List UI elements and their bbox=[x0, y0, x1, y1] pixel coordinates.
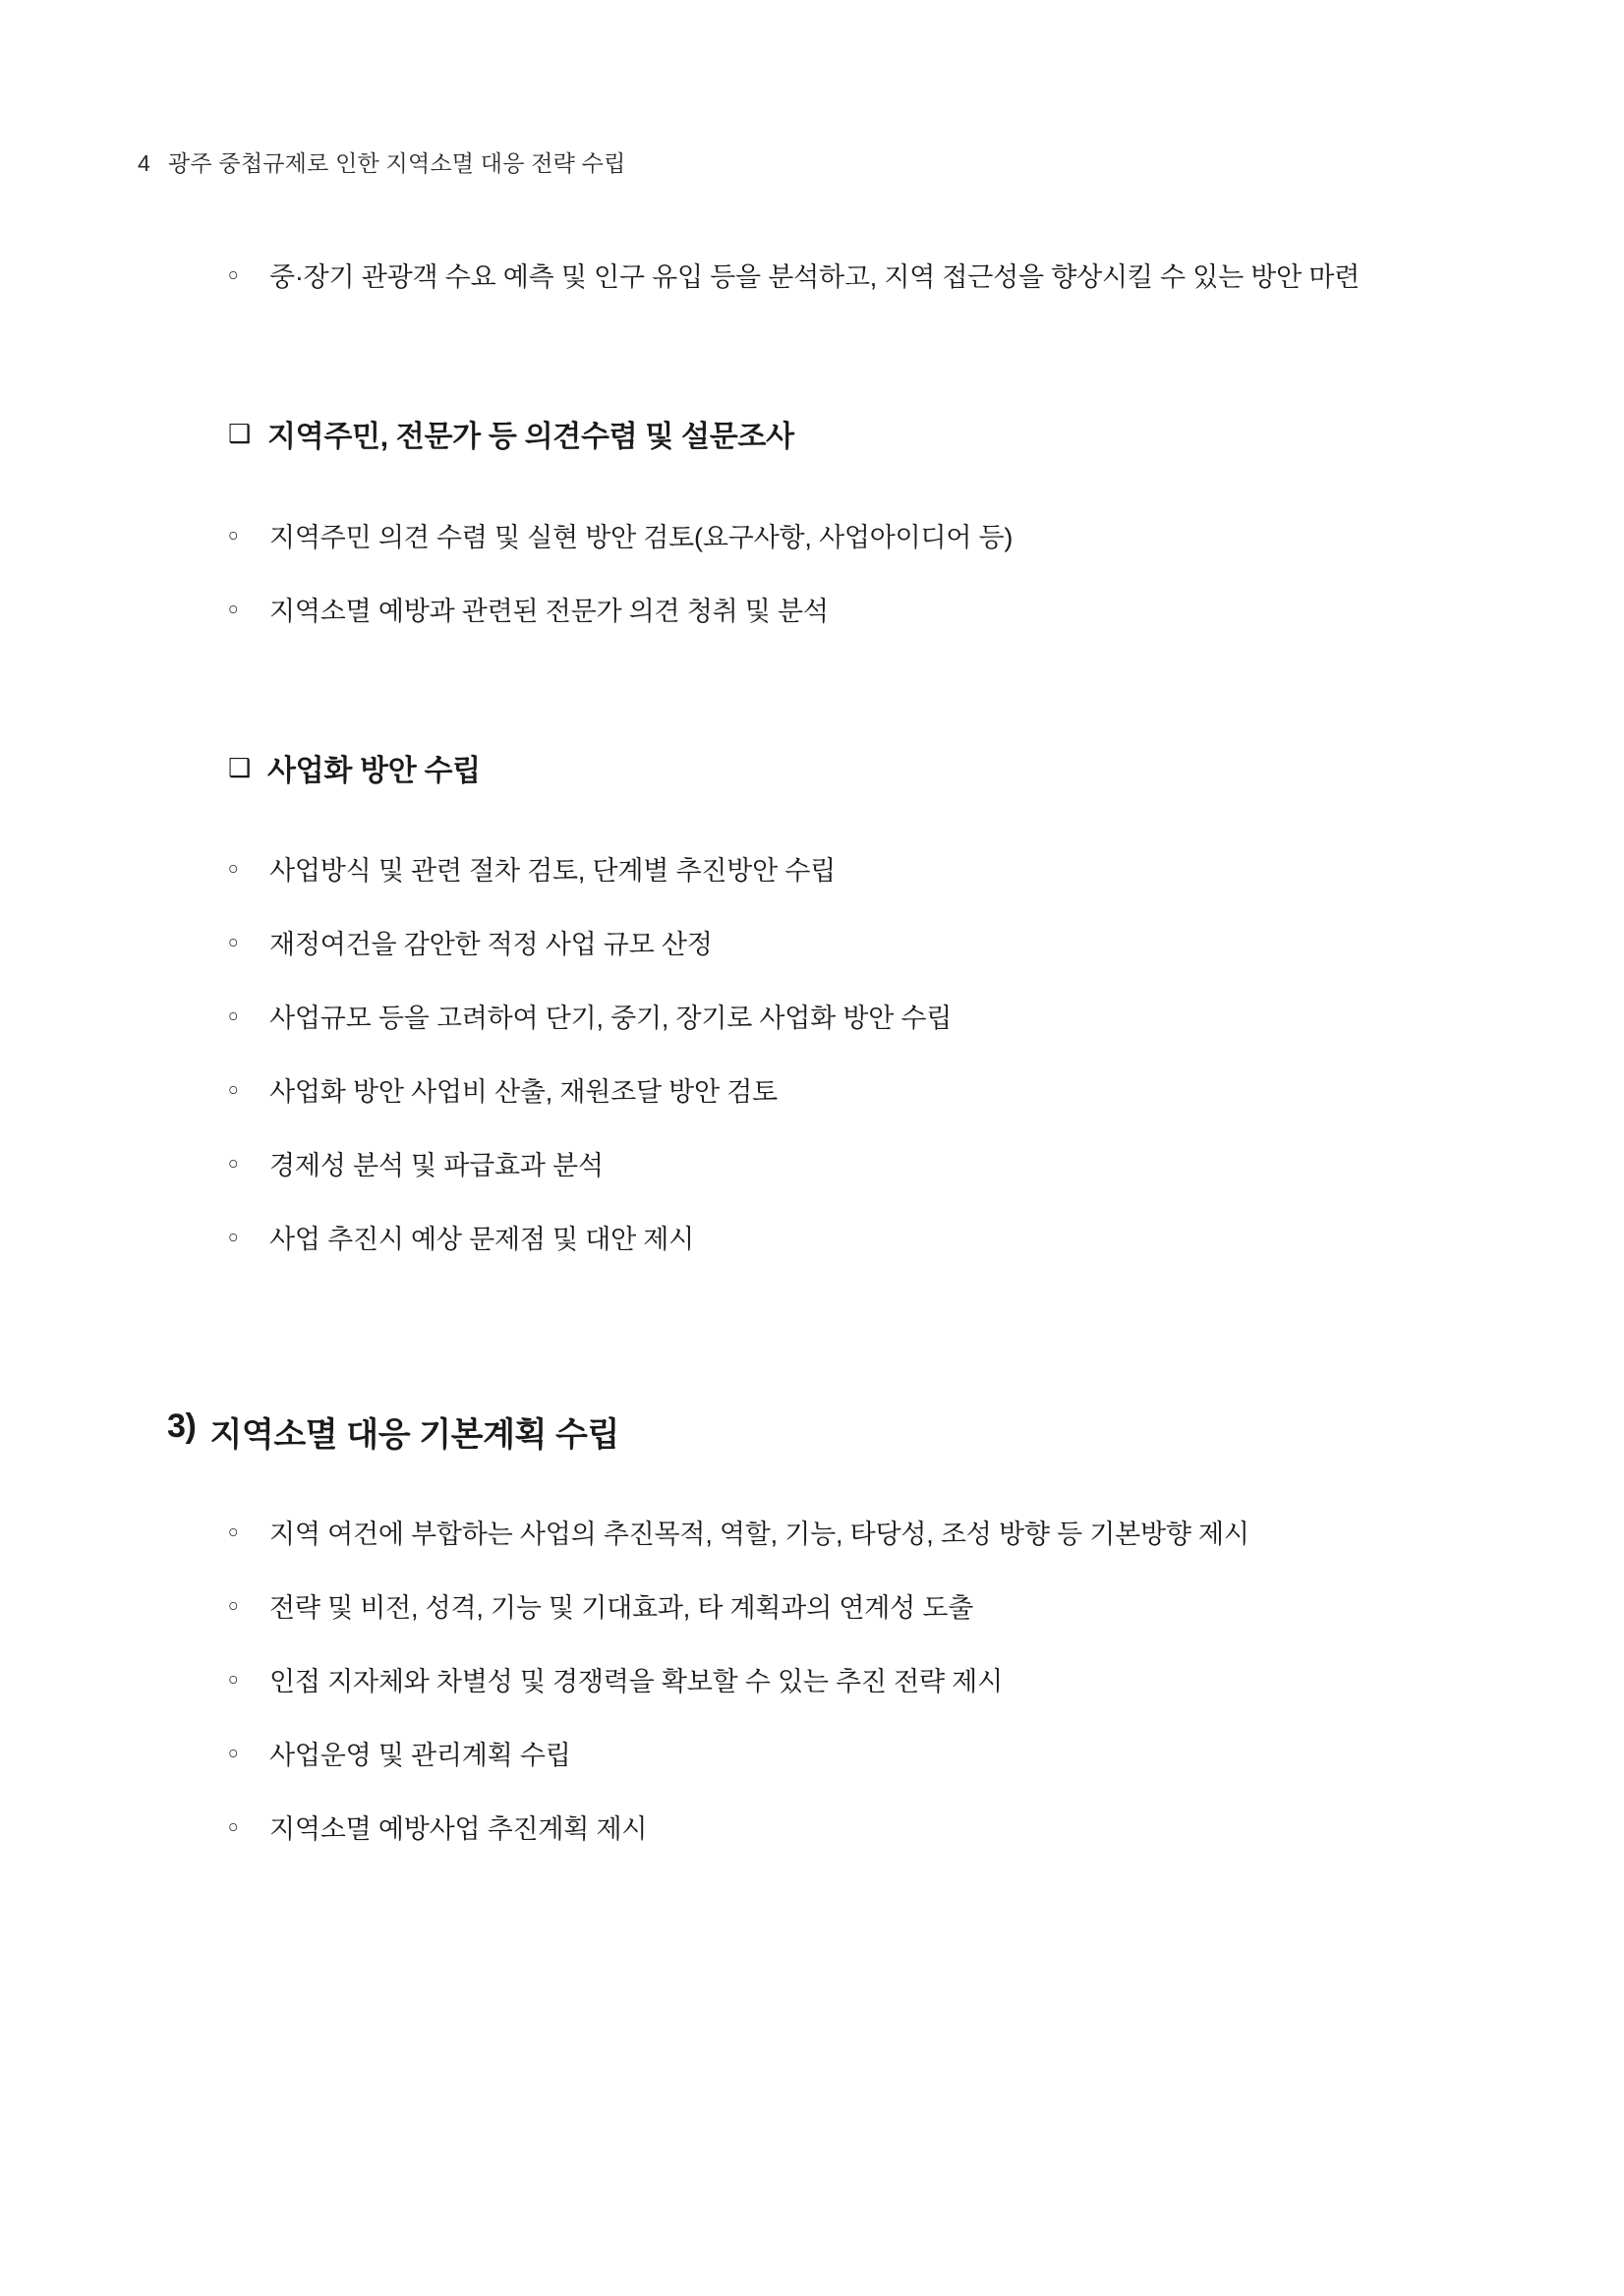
spacer bbox=[228, 632, 1437, 750]
spacer bbox=[228, 1039, 1437, 1072]
list-item bbox=[228, 518, 1437, 558]
circle-bullet-icon: ￮ bbox=[228, 1596, 239, 1620]
spacer bbox=[228, 298, 1437, 416]
list-item-text: 사업운영 및 관리계획 수립 bbox=[269, 1741, 571, 1771]
list-item-text: 경제성 분석 및 파급효과 분석 bbox=[269, 1151, 604, 1181]
square-bullet-icon: ❑ bbox=[228, 752, 252, 782]
list-item bbox=[228, 1662, 1437, 1702]
spacer bbox=[228, 459, 1437, 518]
page-content bbox=[167, 258, 1437, 1850]
section-heading-text: 지역소멸 대응 기본계획 수립 bbox=[209, 1416, 619, 1455]
block-heading bbox=[228, 750, 1437, 793]
running-header bbox=[138, 145, 625, 178]
circle-bullet-icon: ￮ bbox=[228, 859, 239, 883]
list-item-text: 사업화 방안 사업비 산출, 재원조달 방안 검토 bbox=[269, 1077, 778, 1108]
list-item bbox=[228, 851, 1437, 891]
list-item bbox=[228, 925, 1437, 965]
list-item bbox=[228, 592, 1437, 632]
list-item-text: 사업방식 및 관련 절차 검토, 단계별 추진방안 수립 bbox=[269, 856, 837, 887]
list-item bbox=[228, 1588, 1437, 1629]
spacer bbox=[228, 1555, 1437, 1588]
circle-bullet-icon: ￮ bbox=[228, 599, 239, 622]
circle-bullet-icon: ￮ bbox=[228, 1228, 239, 1251]
spacer bbox=[228, 1456, 1437, 1515]
circle-bullet-icon: ￮ bbox=[228, 525, 239, 548]
list-item-text: 사업규모 등을 고려하여 단기, 중기, 장기로 사업화 방안 수립 bbox=[269, 1004, 953, 1034]
circle-bullet-icon: ￮ bbox=[228, 933, 239, 956]
list-item-text: 전략 및 비전, 성격, 기능 및 기대효과, 타 계획과의 연계성 도출 bbox=[269, 1593, 974, 1624]
spacer bbox=[228, 891, 1437, 925]
section-heading bbox=[167, 1407, 1437, 1456]
circle-bullet-icon: ￮ bbox=[228, 1817, 239, 1841]
circle-bullet-icon: ￮ bbox=[228, 1744, 239, 1767]
circle-bullet-icon: ￮ bbox=[228, 1154, 239, 1177]
header-title: 광주 중첩규제로 인한 지역소멸 대응 전략 수립 bbox=[168, 150, 626, 176]
circle-bullet-icon: ￮ bbox=[228, 1006, 239, 1030]
spacer bbox=[228, 1260, 1437, 1407]
list-item-text: 중·장기 관광객 수요 예측 및 인구 유입 등을 분석하고, 지역 접근성을 향상시킬 수 있는 방안 마련 bbox=[269, 262, 1361, 292]
spacer bbox=[228, 1629, 1437, 1662]
list-item bbox=[228, 1809, 1437, 1850]
list-item-text: 지역주민 의견 수렴 및 실현 방안 검토(요구사항, 사업아이디어 등) bbox=[269, 522, 1014, 552]
circle-bullet-icon: ￮ bbox=[228, 1522, 239, 1546]
list-item bbox=[228, 258, 1437, 298]
list-item bbox=[228, 1220, 1437, 1260]
circle-bullet-icon: ￮ bbox=[228, 265, 239, 288]
list-item bbox=[228, 999, 1437, 1039]
spacer bbox=[228, 558, 1437, 592]
block-heading bbox=[228, 416, 1437, 459]
list-item-text: 지역소멸 예방사업 추진계획 제시 bbox=[269, 1814, 648, 1845]
block-heading-text: 지역주민, 전문가 등 의견수렴 및 설문조사 bbox=[267, 421, 794, 454]
list-item bbox=[228, 1072, 1437, 1113]
spacer bbox=[228, 965, 1437, 999]
list-item-text: 지역 여건에 부합하는 사업의 추진목적, 역할, 기능, 타당성, 조성 방향 등 기본방향 제시 bbox=[269, 1520, 1249, 1550]
list-item bbox=[228, 1146, 1437, 1186]
circle-bullet-icon: ￮ bbox=[228, 1080, 239, 1104]
list-item-text: 재정여건을 감안한 적정 사업 규모 산정 bbox=[269, 930, 713, 960]
spacer bbox=[228, 1702, 1437, 1736]
spacer bbox=[228, 1186, 1437, 1220]
section-number: 3) bbox=[167, 1407, 197, 1446]
list-item-text: 사업 추진시 예상 문제점 및 대안 제시 bbox=[269, 1225, 695, 1255]
block-heading-text: 사업화 방안 수립 bbox=[267, 754, 481, 787]
list-item-text: 인접 지자체와 차별성 및 경쟁력을 확보할 수 있는 추진 전략 제시 bbox=[269, 1667, 1003, 1697]
square-bullet-icon: ❑ bbox=[228, 419, 252, 449]
list-item-text: 지역소멸 예방과 관련된 전문가 의견 청취 및 분석 bbox=[269, 596, 829, 626]
list-item bbox=[228, 1515, 1437, 1555]
circle-bullet-icon: ￮ bbox=[228, 1670, 239, 1693]
page-number: 4 bbox=[138, 150, 150, 176]
spacer bbox=[228, 792, 1437, 851]
spacer bbox=[228, 1776, 1437, 1809]
list-item bbox=[228, 1736, 1437, 1776]
spacer bbox=[228, 1113, 1437, 1146]
